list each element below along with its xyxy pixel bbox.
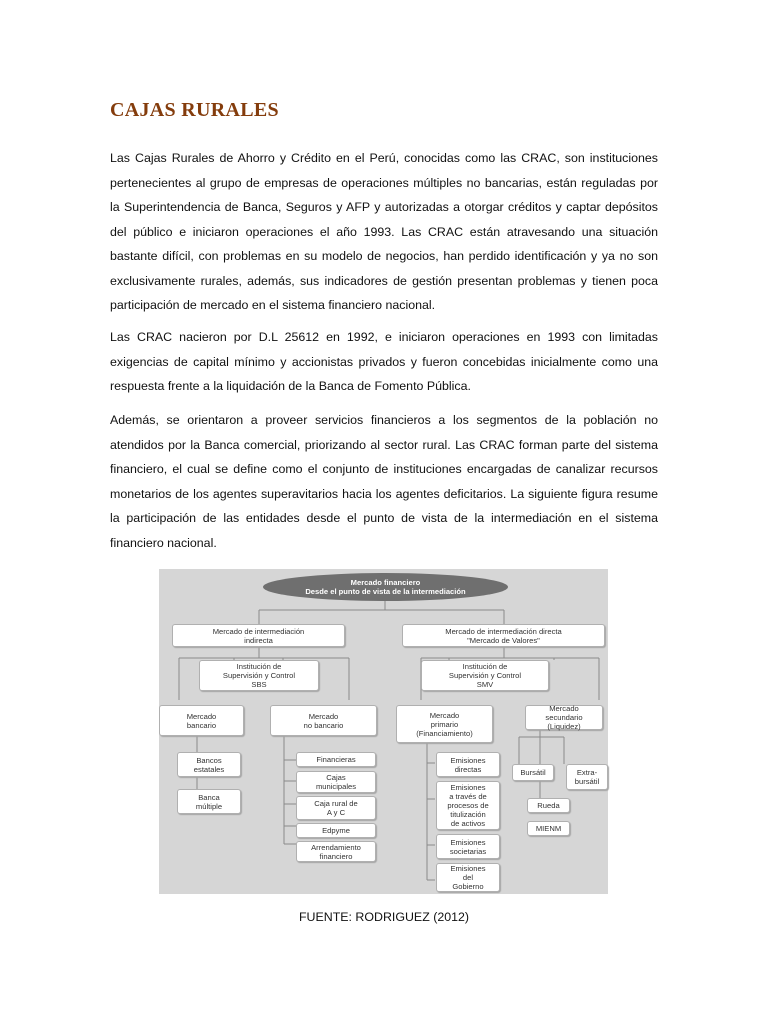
leaf-bursatil: Bursátil [512, 764, 554, 781]
primary-market-node: Mercado primario (Financiamiento) [396, 705, 493, 743]
secondary-market-node: Mercado secundario (Liquidez) [525, 705, 603, 730]
leaf-financieras: Financieras [296, 752, 376, 767]
leaf-banca-multiple: Banca múltiple [177, 789, 241, 814]
financial-market-diagram [159, 569, 608, 894]
leaf-bancos-estatales: Bancos estatales [177, 752, 241, 777]
leaf-rueda: Rueda [527, 798, 570, 813]
sbs-node: Institución de Supervisión y Control SBS [199, 660, 319, 691]
leaf-emisiones-gobierno: Emisiones del Gobierno [436, 863, 500, 892]
leaf-emisiones-directas: Emisiones directas [436, 752, 500, 777]
leaf-mienm: MIENM [527, 821, 570, 836]
indirect-market-node: Mercado de intermediación indirecta [172, 624, 345, 647]
paragraph-2: Las CRAC nacieron por D.L 25612 en 1992, e iniciaron operaciones en 1993 con limitadas exigencias de capital mínimo y accionistas privados y fueron concebidas inicialmente como una respuesta frente a la liquidación de la Banca de Fomento Pública. [110, 330, 658, 393]
leaf-emisiones-titulizacion: Emisiones a través de procesos de titulización de activos [436, 781, 500, 830]
smv-node: Institución de Supervisión y Control SMV [421, 660, 549, 691]
paragraph-1: Las Cajas Rurales de Ahorro y Crédito en el Perú, conocidas como las CRAC, son instituciones pertenecientes al grupo de empresas de operaciones múltiples no bancarias, están reguladas por la Superintendencia de Banca, Seguros y AFP y autorizadas a otorgar créditos y captar depósitos del público e iniciaron operaciones el año 1993. Las CRAC están atravesando una situación bastante difícil, con problemas en su modelo de negocios, han perdido identificación y ya no son exclusivamente rurales, además, sus indicadores de gestión presentan problemas y tienen poca participación de mercado en el sistema financiero nacional. [110, 151, 658, 312]
leaf-cajas-municipales: Cajas municipales [296, 771, 376, 793]
direct-market-node: Mercado de intermediación directa "Mercado de Valores" [402, 624, 605, 647]
leaf-emisiones-societarias: Emisiones societarias [436, 834, 500, 859]
banking-market-node: Mercado bancario [159, 705, 244, 736]
figure-caption: FUENTE: RODRIGUEZ (2012) [298, 910, 470, 924]
leaf-arrendamiento: Arrendamiento financiero [296, 841, 376, 862]
root-node: Mercado financiero Desde el punto de vista de la intermediación [263, 573, 508, 601]
leaf-edpyme: Edpyme [296, 823, 376, 838]
page-title: CAJAS RURALES [110, 99, 279, 121]
leaf-caja-rural: Caja rural de A y C [296, 796, 376, 820]
non-banking-market-node: Mercado no bancario [270, 705, 377, 736]
paragraph-3: Además, se orientaron a proveer servicios financieros a los segmentos de la población no atendidos por la Banca comercial, priorizando al sector rural. Las CRAC forman parte del sistema financiero, el cual se define como el conjunto de instituciones encargadas de canalizar recursos monetarios de los agentes superavitarios hacia los agentes deficitarios. La siguiente figura resume la participación de las entidades desde el punto de vista de la intermediación en el sistema financiero nacional. [110, 413, 658, 550]
leaf-extra-bursatil: Extra- bursátil [566, 764, 608, 790]
